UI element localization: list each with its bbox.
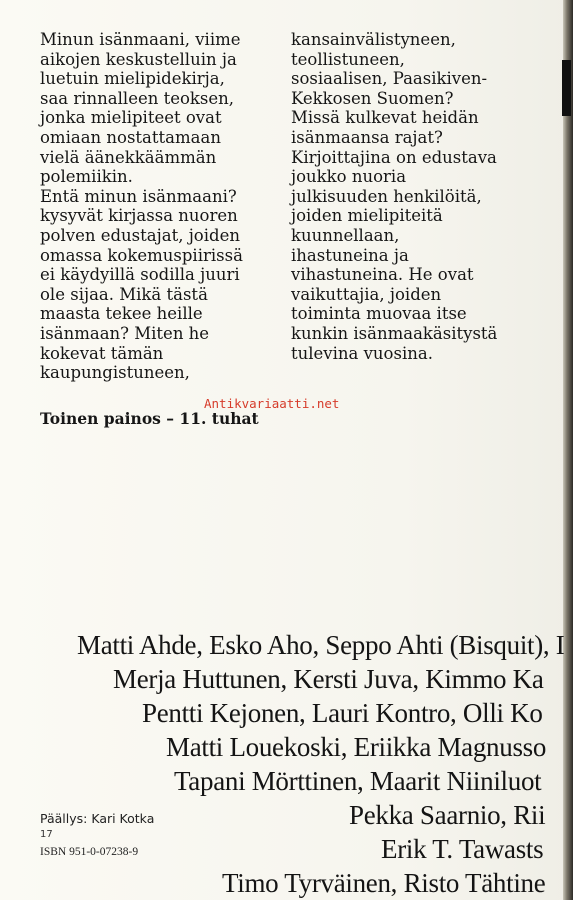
watermark-text: Antikvariaatti.net	[204, 396, 340, 411]
blurb-line: isänmaansa rajat?	[291, 127, 443, 147]
blurb-line: ihastuneina ja	[291, 245, 409, 265]
author-line: Pekka Saarnio, Rii	[349, 800, 546, 830]
author-line: Matti Louekoski, Eriikka Magnusso	[166, 732, 547, 762]
blurb-line: ole sijaa. Mikä tästä	[40, 284, 208, 304]
blurb-line: julkisuuden henkilöitä,	[291, 186, 482, 206]
blurb-line: aikojen keskustelluin ja	[40, 49, 237, 69]
cover-designer-credit: Päällys: Kari Kotka	[40, 811, 155, 826]
blurb-line: isänmaan? Miten he	[40, 323, 210, 343]
blurb-line: ei käydyillä sodilla juuri	[40, 265, 240, 285]
blurb-line: sosiaalisen, Paasikiven-	[291, 69, 488, 89]
blurb-line: luetuin mielipidekirja,	[40, 69, 225, 89]
blurb-line: vihastuneina. He ovat	[291, 265, 474, 285]
blurb-line: omassa kokemuspiirissä	[40, 245, 243, 265]
blurb-line: Entä minun isänmaani?	[40, 186, 237, 206]
blurb-line: vielä äänekkäämmän	[40, 147, 217, 167]
blurb-line: teollistuneen,	[291, 49, 405, 69]
author-line: Timo Tyrväinen, Risto Tähtine	[222, 868, 546, 898]
isbn-number: ISBN 951-0-07238-9	[40, 846, 139, 858]
author-line: Tapani Mörttinen, Maarit Niiniluot	[174, 766, 542, 796]
blurb-line: tulevina vuosina.	[291, 343, 433, 363]
author-line: Merja Huttunen, Kersti Juva, Kimmo Ka	[113, 664, 544, 694]
blurb-right-column	[291, 30, 536, 363]
blurb-line: maasta tekee heille	[40, 304, 203, 324]
blurb-line: kysyvät kirjassa nuoren	[40, 206, 238, 226]
blurb-left-column	[40, 30, 280, 383]
book-spine-edge	[563, 0, 573, 900]
print-code: 17	[40, 829, 53, 840]
blurb-line: omiaan nostattamaan	[40, 127, 221, 147]
spine-dark-mark	[562, 60, 571, 116]
blurb-line: kaupungistuneen,	[40, 363, 190, 383]
blurb-line: Missä kulkevat heidän	[291, 108, 479, 128]
blurb-line: toiminta muovaa itse	[291, 304, 467, 324]
blurb-line: polven edustajat, joiden	[40, 225, 240, 245]
author-line: Pentti Kejonen, Lauri Kontro, Olli Ko	[142, 698, 543, 728]
blurb-line: vaikuttajia, joiden	[291, 284, 442, 304]
blurb-line: kuunnellaan,	[291, 225, 400, 245]
blurb-line: kokevat tämän	[40, 343, 164, 363]
blurb-line: Kekkosen Suomen?	[291, 88, 454, 108]
blurb-line: kansainvälistyneen,	[291, 30, 456, 49]
blurb-line: Kirjoittajina on edustava	[291, 147, 497, 167]
blurb-line: saa rinnalleen teoksen,	[40, 88, 235, 108]
blurb-line: kunkin isänmaakäsitystä	[291, 323, 498, 343]
author-line: Matti Ahde, Esko Aho, Seppo Ahti (Bisquit), I	[77, 630, 565, 660]
blurb-line: polemiikin.	[40, 167, 133, 187]
blurb-line: joukko nuoria	[291, 167, 407, 187]
blurb-line: jonka mielipiteet ovat	[40, 108, 222, 128]
author-line: Erik T. Tawasts	[381, 834, 544, 864]
blurb-line: Minun isänmaani, viime	[40, 30, 241, 49]
edition-note: Toinen painos – 11. tuhat	[40, 409, 259, 428]
blurb-line: joiden mielipiteitä	[291, 206, 443, 226]
